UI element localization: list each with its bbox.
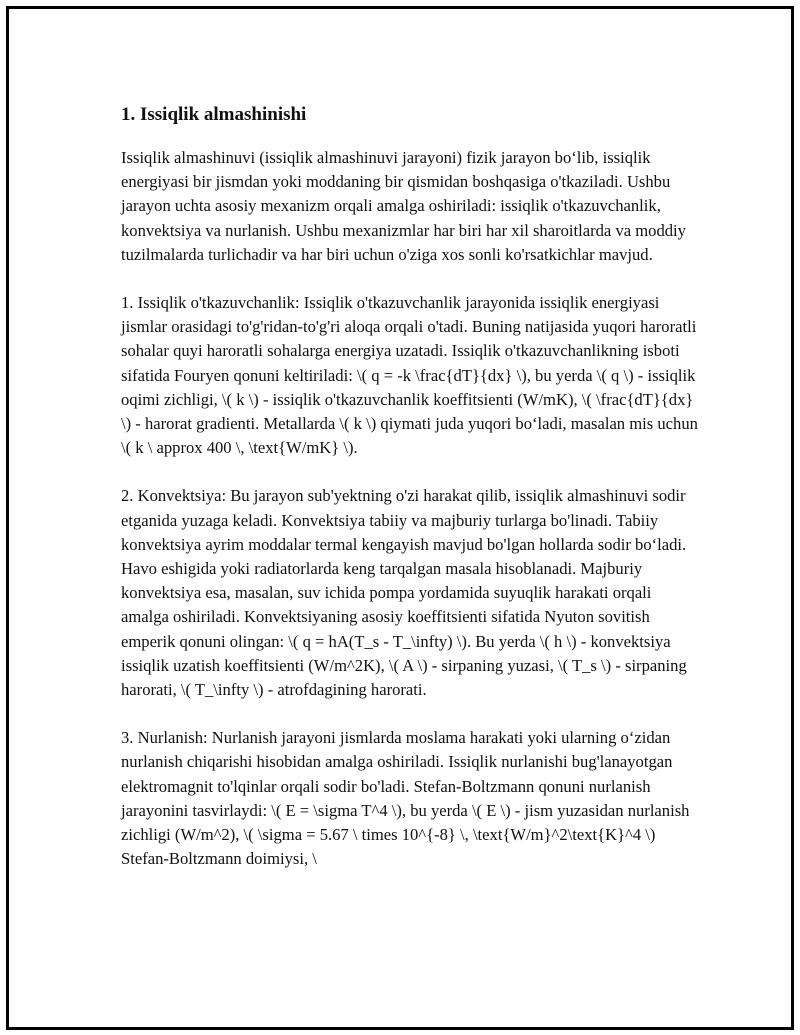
paragraph-convection: 2. Konvektsiya: Bu jarayon sub'yektning o'zi harakat qilib, issiqlik almashinuvi sodir etganida yuzaga keladi. Konvektsiya tabiiy va majburiy turlarga bo'linadi. Tabiiy konvektsiya ayrim moddalar termal kengayish mavjud bo'lgan hollarda sodir bo‘ladi. Havo eshigida yoki radiatorlarda keng tarqalgan masala hisoblanadi. Majburiy konvektsiya esa, masalan, suv ichida pompa yordamida suyuqlik harakati orqali amalga oshiriladi. Konvektsiyaning asosiy koeffitsienti sifatida Nyuton sovitish emperik qonuni olingan: \( q = hA(T_s - T_\infty) \). Bu yerda \( h \) - konvektsiya issiqlik uzatish koeffitsienti (W/m^2K), \( A \) - sirpaning yuzasi, \( T_s \) - sirpaning harorati, \( T_\infty \) - atrofdagining harorati. [121,486,687,700]
paragraph-intro: Issiqlik almashinuvi (issiqlik almashinuvi jarayoni) fizik jarayon bo‘lib, issiqlik energiyasi bir jismdan yoki moddaning bir qismidan boshqasiga o'tkaziladi. Ushbu jarayon uchta asosiy mexanizm orqali amalga oshiriladi: issiqlik o'tkazuvchanlik, konvektsiya va nurlanish. Ushbu mexanizmlar har biri har xil sharoitlarda va moddiy tuzilmalarda turlichadir va har biri uchun o'ziga xos sonli ko'rsatkichlar mavjud. [121,148,686,264]
paragraph-radiation: 3. Nurlanish: Nurlanish jarayoni jismlarda moslama harakati yoki ularning o‘zidan nurlanish chiqarishi hisobidan amalga oshiriladi. Issiqlik nurlanishi bug'lanayotgan elektromagnit to'lqinlar orqali sodir bo'ladi. Stefan-Boltzmann qonuni nurlanish jarayonini tasvirlaydi: \( E = \sigma T^4 \), bu yerda \( E \) - jism yuzasidan nurlanish zichligi (W/m^2), \( \sigma = 5.67 \ times 10^{-8} \, \text{W/m}^2\text{K}^4 \) Stefan-Boltzmann doimiysi, \ [121,728,690,869]
page-frame [6,6,794,1030]
document-title: 1. Issiqlik almashinishi [121,104,307,125]
paragraph-conduction: 1. Issiqlik o'tkazuvchanlik: Issiqlik o'tkazuvchanlik jarayonida issiqlik energiyasi jismlar orasidagi to'g'ridan-to'g'ri aloqa orqali o'tadi. Buning natijasida yuqori haroratli sohalar quyi haroratli sohalarga energiya uzatadi. Issiqlik o'tkazuvchanlikning isboti sifatida Fouryen qonuni keltiriladi: \( q = -k \frac{dT}{dx} \), bu yerda \( q \) - issiqlik oqimi zichligi, \( k \) - issiqlik o'tkazuvchanlik koeffitsienti (W/mK), \( \frac{dT}{dx} \) - harorat gradienti. Metallarda \( k \) qiymati juda yuqori bo‘ladi, masalan mis uchun \( k \ approx 400 \, \text{W/mK} \). [121,293,698,458]
document-body [121,99,701,895]
